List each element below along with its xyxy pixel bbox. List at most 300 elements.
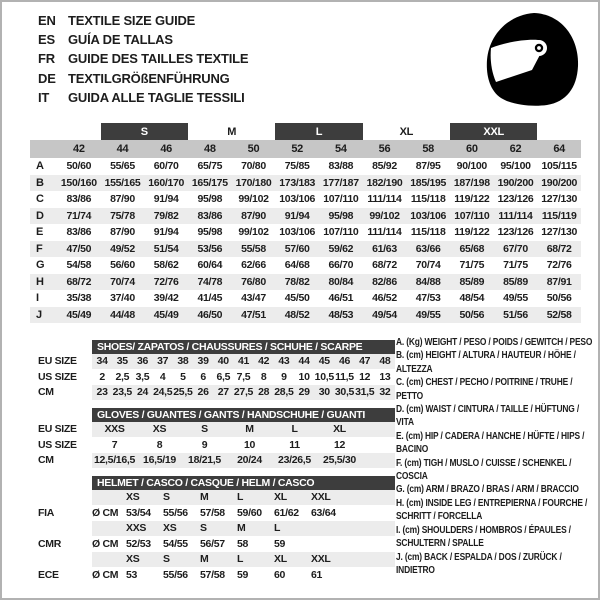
value-cell: 9 [281,370,287,383]
helmet-values-row [38,505,395,521]
measurement-legend [396,336,596,577]
value-cell: 30,5 [334,386,355,399]
value-cell: 10 [243,438,256,451]
measurement-cell: 44/48 [110,308,135,321]
size-number: 48 [204,143,216,155]
row-values [92,422,395,438]
helmet-values-row [38,536,395,552]
measurement-cell: 70/80 [241,160,266,173]
legend-item: B. (cm) HEIGHT / ALTURA / HAUTEUR / HÖHE / ALTEZZA [396,350,576,375]
gutter-spacer [38,408,92,422]
measurement-cell: 65/75 [197,160,223,173]
measurement-cell: 127/130 [541,193,578,206]
gloves-size-table [38,408,395,468]
measurement-cell: 46/51 [328,292,354,305]
value-cell: 60 [274,568,286,581]
value-spacer [92,490,126,506]
measurement-cell: 50/56 [546,292,572,305]
measurement-cell: 150/160 [60,176,97,189]
size-label: S [200,522,207,535]
measurement-cell: 45/50 [284,292,310,305]
row-label: EU SIZE [38,423,77,436]
measurement-cell: 95/98 [197,193,223,206]
measurement-cell: 46/50 [197,308,223,321]
measurement-cell: 60/70 [153,160,179,173]
measurement-cell: 68/72 [546,242,572,255]
measurement-cell: 47/50 [66,242,92,255]
size-label: XS [126,553,140,566]
measurement-cell: 46/52 [372,292,397,305]
size-group-label: XL [399,125,414,138]
table-title-row [38,408,395,422]
measurement-cell: 95/100 [500,160,531,173]
measurement-cell: 87/90 [110,226,135,239]
legend-item: D. (cm) WAIST / CINTURA / TAILLE / HÜFTUNG / VITA [396,404,580,429]
measurement-cell: 35/38 [66,292,92,305]
measurement-row [30,290,581,307]
size-number: 58 [422,143,434,155]
measurement-cell: 185/195 [410,176,447,189]
measurement-cell: 37/40 [110,292,135,305]
value-cell: 52/53 [126,537,151,550]
row-letter: B [36,176,44,189]
measurement-cell: 83/88 [328,160,354,173]
measurement-cell: 58/62 [153,259,179,272]
measurement-cell: 95/98 [197,226,223,239]
value-cell: M [245,423,254,436]
size-label: M [200,553,209,566]
value-cell: 12 [333,438,346,451]
measurement-cell: 165/175 [191,176,228,189]
value-cell: 36 [136,355,149,368]
language-title: TEXTILE SIZE GUIDE [68,13,196,28]
measurement-row [30,274,581,291]
measurement-cell: 123/126 [497,226,534,239]
measurement-cell: 80/84 [328,275,354,288]
row-values [92,567,395,583]
language-code: EN [38,13,56,28]
value-cell: 63/64 [311,506,336,519]
measurement-cell: 48/53 [328,308,354,321]
size-label: M [200,491,209,504]
size-group-label: S [101,123,188,140]
measurement-cell: 111/114 [367,226,402,239]
measurement-cell: 55/65 [110,160,135,173]
value-cell: 59/60 [237,506,262,519]
row-values [92,536,395,552]
shoes-size-table [38,340,395,400]
standard-label: CMR [38,537,62,550]
size-number: 50 [247,143,260,155]
measurement-cell: 50/56 [459,308,485,321]
measurement-row [30,191,581,208]
language-row [38,11,248,30]
size-group-label: M [227,125,237,138]
measurement-cell: 182/190 [366,176,403,189]
measurement-cell: 83/86 [197,209,223,222]
value-cell: XS [152,423,167,436]
value-cell: 28,5 [274,386,294,399]
value-cell: 2 [99,370,105,383]
value-cell: 61 [311,568,323,581]
measurement-cell: 160/170 [148,176,185,189]
measurement-cell: 85/92 [372,160,397,173]
measurement-row [30,224,581,241]
language-row [38,30,248,49]
size-group-row [30,123,581,140]
measurement-cell: 47/51 [241,308,266,321]
value-cell: 55/56 [163,506,188,519]
legend-item: G. (cm) ARM / BRAZO / BRAS / ARM / BRACCIO [396,484,579,496]
value-spacer [92,552,126,568]
measurement-cell: 87/90 [241,209,266,222]
value-cell: XXS [104,423,125,436]
measurement-cell: 48/54 [459,292,485,305]
measurement-cell: 99/102 [238,193,269,206]
table-title-row [38,340,395,354]
measurement-cell: 67/70 [503,242,528,255]
size-label: XL [274,553,287,566]
measurement-cell: 99/102 [369,209,400,222]
measurement-cell: 76/80 [241,275,266,288]
measurement-cell: 127/130 [541,226,578,239]
value-cell: 26 [197,386,209,399]
diameter-label: Ø CM [92,568,119,581]
measurement-cell: 75/85 [284,160,310,173]
size-label: XS [126,491,140,504]
standard-label: FIA [38,506,55,519]
measurement-cell: 105/115 [541,160,577,173]
row-letter: A [36,160,44,173]
measurement-cell: 70/74 [415,259,441,272]
value-cell: 32 [379,386,391,399]
measurement-cell: 155/165 [104,176,141,189]
row-values [92,369,395,385]
helmet-sizes-row [38,552,395,568]
size-row [38,354,395,370]
value-cell: 28 [258,386,270,399]
measurement-cell: 123/126 [497,193,534,206]
gutter-spacer [38,340,92,354]
language-row [38,88,248,107]
measurement-cell: 91/94 [284,209,310,222]
language-title-list [38,11,248,107]
measurement-cell: 49/54 [372,308,397,321]
measurement-cell: 87/90 [110,193,135,206]
measurement-cell: 85/89 [503,275,528,288]
value-cell: 53/54 [126,506,151,519]
value-cell: 57/58 [200,568,225,581]
value-cell: 47 [359,355,371,368]
size-group-label: XXL [450,123,537,140]
measurement-cell: 115/118 [410,226,446,239]
measurement-cell: 190/200 [497,176,534,189]
measurement-cell: 91/94 [153,226,179,239]
racing-helmet-icon [474,8,590,114]
measurement-row [30,307,581,324]
row-values [92,385,395,401]
measurement-cell: 53/56 [197,242,223,255]
gutter-spacer [38,476,92,490]
size-group-label: L [275,123,362,140]
size-label: XL [274,491,287,504]
value-cell: 27 [217,386,229,399]
corner-spacer [30,140,57,158]
value-cell: 6 [200,370,206,383]
helmet-sizes-row [38,490,395,506]
row-label: CM [38,386,54,399]
measurement-cell: 64/68 [284,259,310,272]
size-number-row [30,140,581,158]
size-number: 46 [160,143,172,155]
value-cell: 34 [96,355,108,368]
measurement-cell: 51/54 [153,242,179,255]
row-values [92,490,395,506]
measurement-cell: 55/58 [241,242,266,255]
measurement-cell: 83/86 [66,226,92,239]
measurement-cell: 65/68 [459,242,485,255]
value-cell: 11,5 [335,370,354,383]
value-cell: L [291,423,298,436]
row-letter: E [36,226,44,239]
value-cell: 7 [111,438,118,451]
measurement-cell: 63/66 [415,242,441,255]
size-label: L [237,553,244,566]
measurement-row [30,257,581,274]
value-cell: 37 [157,355,169,368]
measurement-cell: 54/58 [66,259,92,272]
size-row [38,422,395,438]
value-cell: 46 [338,355,351,368]
measurement-cell: 39/42 [153,292,179,305]
helmet-sizes-row [38,521,395,537]
helmet-size-table [38,476,395,583]
standard-label: ECE [38,568,59,581]
language-code: ES [38,32,55,48]
legend-item: F. (cm) TIGH / MUSLO / CUISSE / SCHENKEL / COSCIA [396,457,572,483]
measurement-cell: 72/76 [153,275,179,288]
value-cell: 25,5/30 [323,454,356,467]
table-title: GLOVES / GUANTES / GANTS / HANDSCHUHE / GUANTI [92,408,395,422]
measurement-cell: 59/62 [328,242,354,255]
value-cell: 12 [359,370,371,383]
size-number: 52 [291,143,303,155]
measurement-row [30,158,581,175]
size-number: 54 [335,143,347,155]
legend-item: I. (cm) SHOULDERS / HOMBROS / ÉPAULES / SCHULTERN / SPALLE [396,524,571,550]
language-code: IT [38,89,50,105]
row-letter: H [36,275,44,288]
value-cell: 23 [96,386,108,399]
measurement-cell: 41/45 [197,292,223,305]
size-label: XXL [311,491,331,504]
measurement-cell: 68/72 [66,275,92,288]
value-spacer [92,521,126,537]
measurement-cell: 74/78 [197,275,223,288]
size-label: S [163,553,170,566]
value-cell: 20/24 [237,454,262,467]
value-cell: 16,5/19 [143,454,176,467]
size-label: S [163,491,170,504]
language-title: GUIDA ALLE TAGLIE TESSILI [68,89,245,105]
legend-item: A. (Kg) WEIGHT / PESO / POIDS / GEWITCH / PESO [396,337,593,348]
measurement-cell: 52/58 [546,308,572,321]
measurement-cell: 72/76 [546,259,572,272]
textile-size-table [30,123,581,323]
helmet-values-row [38,567,395,583]
measurement-cell: 71/75 [503,259,528,272]
gutter-spacer [38,490,92,506]
legend-item: C. (cm) CHEST / PECHO / POITRINE / TRUHE / PETTO [396,377,573,402]
value-cell: S [201,423,208,436]
measurement-cell: 56/60 [110,259,135,272]
value-cell: 44 [298,355,310,368]
value-cell: 8 [260,370,267,383]
gutter-spacer [38,521,92,537]
measurement-cell: 61/63 [372,242,397,255]
value-cell: 27,5 [233,386,254,399]
value-cell: 25,5 [173,386,193,399]
value-cell: 5 [180,370,186,383]
value-cell: 24 [136,386,149,399]
measurement-cell: 190/200 [541,176,578,189]
measurement-cell: 49/52 [110,242,135,255]
row-letter: G [36,259,45,272]
size-label: XXL [311,553,331,566]
row-label: US SIZE [38,370,77,383]
value-cell: 8 [156,438,163,451]
measurement-cell: 49/55 [415,308,441,321]
language-row [38,49,248,68]
size-row [38,385,395,401]
measurement-cell: 70/74 [110,275,135,288]
measurement-cell: 187/198 [453,176,490,189]
measurement-cell: 57/60 [284,242,310,255]
measurement-cell: 85/89 [459,275,485,288]
row-letter: D [36,209,44,222]
legend-item: E. (cm) HIP / CADERA / HANCHE / HÜFTE / HIPS / BACINO [396,430,585,456]
measurement-cell: 119/122 [454,193,490,206]
value-cell: 59 [237,568,249,581]
value-cell: 23/26,5 [278,454,311,467]
language-title: TEXTILGRÖßENFÜHRUNG [68,70,230,86]
size-label: L [237,491,244,504]
value-cell: 10 [298,370,310,383]
value-cell: 54/55 [163,537,188,550]
row-letter: J [36,308,42,321]
measurement-cell: 62/66 [241,259,266,272]
language-title: GUÍA DE TALLAS [68,32,173,48]
value-cell: 48 [379,355,391,368]
measurement-cell: 49/55 [503,292,528,305]
measurement-cell: 43/47 [241,292,266,305]
value-cell: 4 [159,370,166,383]
value-cell: 13 [379,370,391,383]
size-row [38,453,395,469]
value-cell: 2,5 [115,370,130,383]
size-label: XXS [126,522,147,535]
value-cell: 3,5 [135,370,150,383]
measurement-cell: 91/94 [153,193,179,206]
value-cell: 56/57 [200,537,225,550]
measurement-cell: 45/49 [66,308,92,321]
measurement-cell: 107/110 [323,226,359,239]
size-number: 56 [378,143,391,155]
row-values [92,552,395,568]
value-cell: 6,5 [216,370,231,383]
value-cell: 53 [126,568,138,581]
value-cell: 55/56 [163,568,188,581]
measurement-cell: 111/114 [498,209,533,222]
measurement-cell: 71/75 [459,259,485,272]
measurement-cell: 51/56 [503,308,528,321]
measurement-cell: 99/102 [238,226,269,239]
value-cell: 39 [197,355,209,368]
legend-item: J. (cm) BACK / ESPALDA / DOS / ZURÜCK / INDIETRO [396,551,562,576]
accessory-tables [38,340,395,583]
measurement-row [30,175,581,192]
language-code: FR [38,51,55,67]
measurement-cell: 87/91 [546,275,572,288]
row-values [92,505,395,521]
value-cell: 59 [274,537,286,550]
row-letter: I [36,292,39,305]
measurement-cell: 47/53 [415,292,441,305]
language-code: DE [38,70,56,86]
value-cell: 11 [289,438,300,451]
value-cell: 35 [116,355,128,368]
row-letter: C [36,193,44,206]
size-number: 62 [509,143,522,155]
size-row [38,369,395,385]
measurement-cell: 107/110 [454,209,490,222]
measurement-cell: 45/49 [153,308,179,321]
measurement-cell: 50/60 [66,160,92,173]
measurement-cell: 170/180 [235,176,272,189]
size-row [38,437,395,453]
table-title: HELMET / CASCO / CASQUE / HELM / CASCO [92,476,395,490]
legend-item: H. (cm) INSIDE LEG / ENTREPIERNA / FOURCHE / SCHRITT / FORCELLA [396,497,588,523]
language-row [38,69,248,88]
row-values [92,521,395,537]
diameter-label: Ø CM [92,537,119,550]
size-label: L [274,522,281,535]
value-cell: 41 [237,355,250,368]
measurement-cell: 75/78 [110,209,135,222]
diameter-label: Ø CM [92,506,119,519]
size-label: XS [163,522,177,535]
table-title-row [38,476,395,490]
value-cell: 43 [278,355,290,368]
language-title: GUIDE DES TAILLES TEXTILE [68,51,249,67]
size-label: M [237,522,246,535]
measurement-cell: 87/95 [415,160,441,173]
measurement-cell: 111/114 [367,193,402,206]
measurement-cell: 103/106 [279,193,316,206]
row-values [92,437,395,453]
measurement-cell: 103/106 [279,226,316,239]
value-cell: 18/21,5 [188,454,221,467]
value-cell: 12,5/16,5 [93,454,136,467]
size-number: 44 [116,143,129,155]
row-values [92,354,395,370]
value-cell: 9 [201,438,208,451]
measurement-cell: 71/74 [66,209,92,222]
value-cell: 10,5 [314,370,334,383]
value-cell: 24,5 [153,386,173,399]
measurement-cell: 177/187 [322,176,359,189]
measurement-cell: 83/86 [66,193,92,206]
